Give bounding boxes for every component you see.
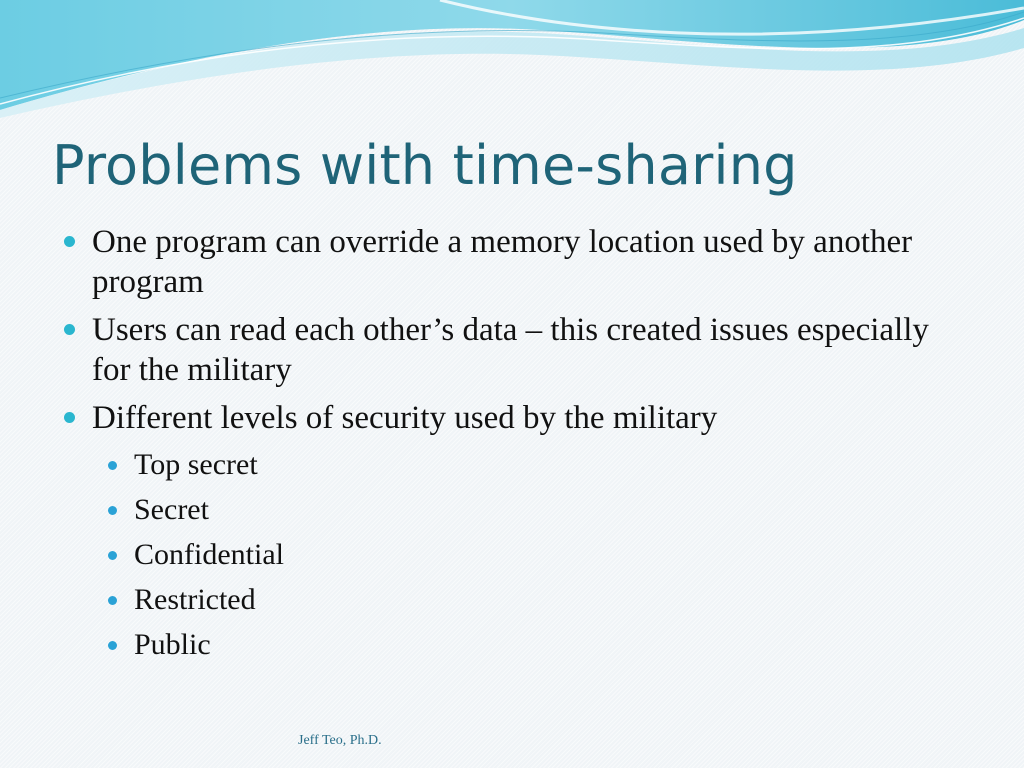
- sub-bullet-text: Secret: [134, 493, 209, 526]
- sub-bullet-list: [92, 442, 962, 667]
- bullet-list: [62, 222, 962, 675]
- bullet-item: [62, 222, 962, 302]
- bullet-dot-icon: [64, 324, 75, 335]
- sub-bullet-text: Confidential: [134, 538, 284, 571]
- sub-bullet-text: Restricted: [134, 583, 256, 616]
- sub-bullet-dot-icon: [108, 596, 117, 605]
- footer-author: Jeff Teo, Ph.D.: [298, 733, 382, 748]
- bullet-dot-icon: [64, 236, 75, 247]
- sub-bullet-dot-icon: [108, 641, 117, 650]
- bullet-text: Different levels of security used by the military: [92, 400, 718, 436]
- slide-title: Problems with time-sharing: [52, 134, 798, 197]
- sub-bullet-item: [92, 577, 962, 622]
- sub-bullet-dot-icon: [108, 551, 117, 560]
- sub-bullet-dot-icon: [108, 506, 117, 515]
- sub-bullet-item: [92, 532, 962, 577]
- sub-bullet-item: [92, 487, 962, 532]
- bullet-dot-icon: [64, 412, 75, 423]
- sub-bullet-dot-icon: [108, 461, 117, 470]
- sub-bullet-text: Top secret: [134, 448, 258, 481]
- header-wave-decoration: [0, 0, 1024, 120]
- bullet-text: One program can override a memory location used by another program: [92, 224, 913, 300]
- bullet-text: Users can read each other’s data – this created issues especially for the military: [92, 312, 929, 388]
- sub-bullet-item: [92, 622, 962, 667]
- sub-bullet-item: [92, 442, 962, 487]
- sub-bullet-text: Public: [134, 628, 211, 661]
- bullet-item: [62, 310, 962, 390]
- bullet-item: [62, 398, 962, 667]
